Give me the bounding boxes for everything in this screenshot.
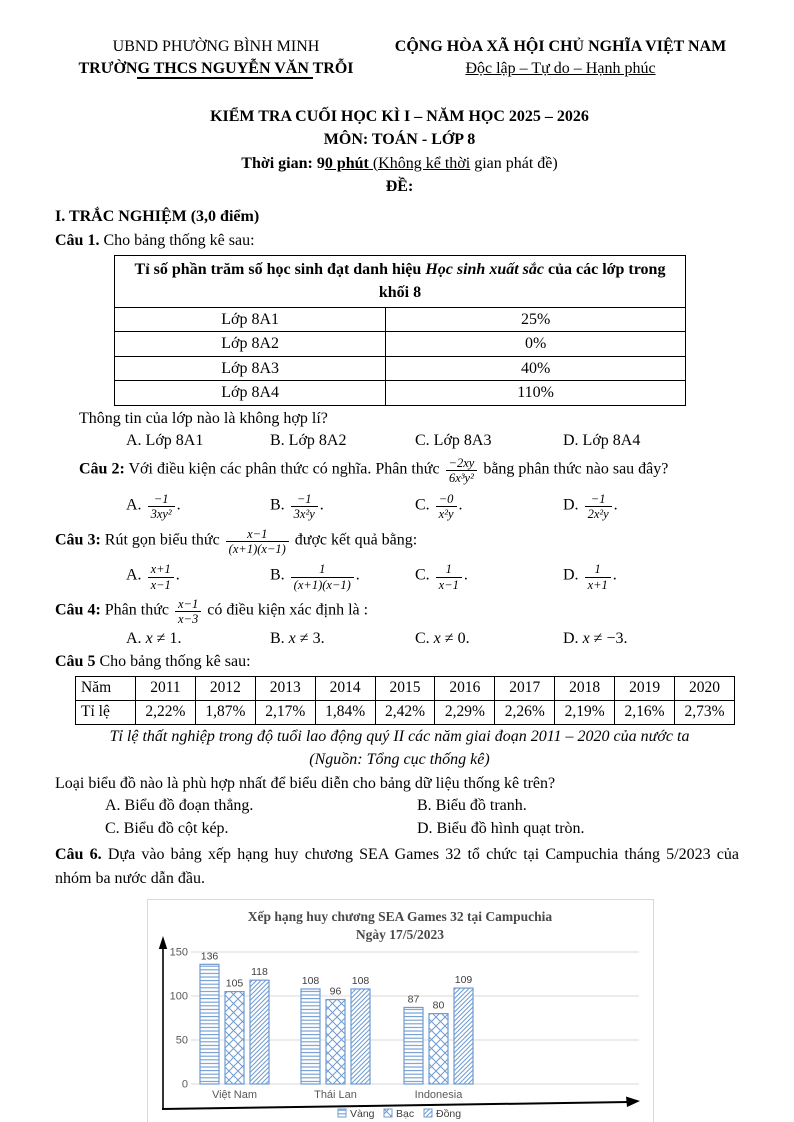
year-cell: 2012: [195, 677, 255, 701]
question-5-options-row2: [55, 818, 744, 840]
option-d: [563, 560, 744, 592]
question-5-prompt: Loại biểu đồ nào là phù hợp nhất để biểu diễn cho bảng dữ liệu thống kê trên?: [55, 774, 556, 792]
option-condition: ≠ 0.: [440, 629, 470, 647]
year-cell: 2019: [615, 677, 675, 701]
fraction: [436, 562, 462, 592]
fraction-denominator: 2x²y: [587, 507, 609, 522]
question-4-text-after: có điều kiện xác định là :: [203, 601, 369, 619]
question-5-intro: Cho bảng thống kê sau:: [95, 653, 251, 671]
header-left-column: [55, 36, 377, 79]
exam-subject: MÔN: TOÁN - LỚP 8: [323, 131, 476, 149]
fraction-numerator: x−1: [175, 597, 201, 612]
question-1: [55, 230, 744, 252]
question-2-label: Câu 2:: [79, 460, 125, 478]
option-a: A. Lớp 8A1: [126, 432, 204, 450]
fraction: [585, 562, 611, 592]
issuer-name: UBND PHƯỜNG BÌNH MINH: [112, 38, 320, 55]
option-b: [270, 560, 415, 592]
rate-cell: 2,17%: [255, 701, 315, 725]
svg-text:Ngày 17/5/2023: Ngày 17/5/2023: [355, 927, 445, 943]
option-tail: .: [613, 496, 618, 514]
question-2: [55, 454, 744, 486]
question-5-table: [75, 676, 735, 725]
option-letter: A.: [126, 629, 146, 647]
fraction: [291, 562, 354, 592]
question-4-text: Phân thức: [100, 601, 173, 619]
fraction-numerator: −0: [436, 492, 457, 507]
fraction-numerator: −1: [585, 492, 612, 507]
option-b: [270, 490, 415, 522]
fraction-numerator: 1: [585, 562, 611, 577]
fraction: [175, 597, 201, 627]
option-tail: .: [612, 566, 617, 584]
national-motto: Độc lập – Tự do – Hạnh phúc: [465, 59, 656, 77]
question-4-label: Câu 4:: [55, 601, 101, 619]
option-c: C. Lớp 8A3: [415, 432, 492, 450]
percent-cell: 40%: [386, 356, 686, 381]
section-1-heading: I. TRẮC NGHIỆM (3,0 điểm): [55, 207, 260, 225]
year-cell: 2011: [136, 677, 196, 701]
rate-cell: 2,73%: [675, 701, 735, 725]
rate-cell: 1,84%: [315, 701, 375, 725]
svg-text:Xếp hạng huy chương SEA Games: Xếp hạng huy chương SEA Games 32 tại Campuchia: [247, 909, 553, 925]
svg-text:Đồng: Đồng: [436, 1108, 462, 1121]
question-4-options: [55, 628, 744, 650]
question-3-text: Rút gọn biểu thức: [100, 531, 224, 549]
year-header-cell: Năm: [76, 677, 136, 701]
table-row: [115, 381, 686, 406]
year-cell: 2016: [435, 677, 495, 701]
fraction: [446, 456, 478, 486]
percent-cell: 0%: [386, 332, 686, 357]
class-cell: Lớp 8A1: [115, 307, 386, 332]
svg-text:150: 150: [169, 946, 188, 959]
option-tail: .: [458, 496, 463, 514]
rate-cell: 2,16%: [615, 701, 675, 725]
question-3-text-after: được kết quả bằng:: [290, 531, 418, 549]
year-cell: 2020: [675, 677, 735, 701]
medal-chart-svg: [148, 900, 653, 1122]
question-3-label: Câu 3:: [55, 531, 101, 549]
exam-duration: [55, 152, 744, 175]
question-3-options: [55, 560, 744, 592]
fraction-numerator: −2xy: [446, 456, 478, 471]
table-row: [115, 256, 686, 307]
table-title-italic: Học sinh xuất sắc: [425, 261, 544, 279]
svg-text:100: 100: [169, 990, 188, 1003]
fraction: [291, 492, 318, 522]
duration-prefix: Thời gian: 9: [241, 154, 325, 172]
svg-text:118: 118: [251, 966, 268, 979]
question-2-options: [55, 490, 744, 522]
option-letter: A.: [126, 496, 142, 514]
fraction-denominator: 3xy²: [150, 507, 172, 522]
percent-cell: 110%: [386, 381, 686, 406]
svg-text:80: 80: [432, 999, 445, 1012]
option-a: [126, 490, 270, 522]
fraction-denominator: x−3: [178, 612, 199, 627]
question-2-text-after: bằng phân thức nào sau đây?: [479, 460, 669, 478]
school-name-prefix: TRƯỜN: [78, 59, 138, 77]
fraction-denominator: 6x³y²: [449, 471, 474, 486]
option-letter: D.: [563, 629, 583, 647]
svg-text:87: 87: [407, 993, 420, 1006]
option-variable: x: [433, 629, 441, 647]
class-cell: Lớp 8A2: [115, 332, 386, 357]
option-a: [126, 560, 270, 592]
option-letter: A.: [126, 566, 142, 584]
question-6: [55, 843, 739, 891]
rate-cell: 2,22%: [136, 701, 196, 725]
option-d: D. Biểu đồ hình quạt tròn.: [417, 819, 585, 837]
option-tail: .: [463, 566, 468, 584]
option-letter: B.: [270, 566, 285, 584]
header-right-column: [377, 36, 744, 79]
fraction: [226, 527, 289, 557]
svg-text:96: 96: [329, 985, 342, 998]
svg-text:136: 136: [200, 950, 219, 963]
question-5-label: Câu 5: [55, 653, 96, 671]
school-name-suffix: TRỖI: [312, 59, 354, 77]
option-letter: C.: [415, 566, 430, 584]
table-title-prefix: Tỉ số phần trăm số học sinh đạt danh hiệu: [134, 261, 426, 279]
year-cell: 2013: [255, 677, 315, 701]
fraction-denominator: x−1: [150, 577, 171, 592]
svg-text:Indonesia: Indonesia: [414, 1089, 463, 1102]
svg-text:Việt Nam: Việt Nam: [211, 1089, 258, 1102]
option-d: D. Lớp 8A4: [563, 432, 641, 450]
option-tail: .: [355, 566, 360, 584]
option-letter: C.: [415, 496, 430, 514]
fraction-denominator: (x+1)(x−1): [228, 541, 286, 556]
option-tail: .: [176, 496, 181, 514]
fraction-denominator: (x+1)(x−1): [293, 577, 351, 592]
rate-header-cell: Tỉ lệ: [76, 701, 136, 725]
rate-cell: 2,42%: [375, 701, 435, 725]
year-cell: 2014: [315, 677, 375, 701]
option-letter: B.: [270, 496, 285, 514]
fraction-numerator: 1: [436, 562, 462, 577]
table-row: [76, 677, 735, 701]
question-2-text: Với điều kiện các phân thức có nghĩa. Phân thức: [124, 460, 444, 478]
svg-text:108: 108: [351, 975, 370, 988]
option-letter: D.: [563, 566, 579, 584]
duration-note-underlined: (Không kể thời: [368, 154, 471, 172]
option-variable: x: [288, 629, 296, 647]
question-1-table: [114, 255, 686, 406]
table-row: [76, 701, 735, 725]
option-condition: ≠ 3.: [295, 629, 325, 647]
fraction-numerator: −1: [148, 492, 175, 507]
rate-cell: 2,29%: [435, 701, 495, 725]
fraction-numerator: x+1: [148, 562, 174, 577]
table-caption-line2: (Nguồn: Tổng cục thống kê): [309, 750, 490, 768]
question-5-options-row1: [55, 795, 744, 817]
class-cell: Lớp 8A4: [115, 381, 386, 406]
option-letter: C.: [415, 629, 434, 647]
option-tail: .: [319, 496, 324, 514]
option-c: C. Biểu đồ cột kép.: [105, 819, 229, 837]
medal-chart: [147, 899, 654, 1122]
exam-title-block: [55, 105, 744, 198]
year-cell: 2018: [555, 677, 615, 701]
fraction: [148, 562, 174, 592]
svg-text:Thái Lan: Thái Lan: [314, 1089, 357, 1102]
fraction-numerator: 1: [291, 562, 354, 577]
option-c: [415, 628, 563, 650]
svg-text:108: 108: [301, 975, 320, 988]
option-letter: D.: [563, 496, 579, 514]
table-row: [115, 356, 686, 381]
fraction-denominator: x²y: [438, 507, 454, 522]
question-1-label: Câu 1.: [55, 231, 100, 249]
option-b: B. Lớp 8A2: [270, 432, 347, 450]
question-1-options: [55, 430, 744, 452]
table-title-suffix: của các lớp trong khối 8: [378, 261, 666, 302]
rate-cell: 2,19%: [555, 701, 615, 725]
option-letter: B.: [270, 629, 289, 647]
exam-title: KIỂM TRA CUỐI HỌC KÌ I – NĂM HỌC 2025 – 2026: [210, 108, 589, 126]
svg-text:50: 50: [175, 1034, 188, 1047]
fraction-numerator: −1: [291, 492, 318, 507]
option-a: [126, 628, 270, 650]
fraction-numerator: x−1: [226, 527, 289, 542]
de-label: ĐỀ:: [385, 177, 414, 195]
question-6-label: Câu 6.: [55, 846, 102, 864]
rate-cell: 1,87%: [195, 701, 255, 725]
school-name-underlined: G THCS NGUYỄN VĂN: [137, 59, 313, 77]
table-row: [115, 332, 686, 357]
option-variable: x: [145, 629, 153, 647]
option-condition: ≠ 1.: [152, 629, 182, 647]
question-1-prompt: Thông tin của lớp nào là không hợp lí?: [79, 409, 328, 427]
school-name: [55, 58, 377, 80]
fraction: [585, 492, 612, 522]
fraction-denominator: x+1: [587, 577, 608, 592]
option-c: [415, 560, 563, 592]
question-4: [55, 595, 744, 627]
fraction: [436, 492, 457, 522]
svg-text:0: 0: [181, 1078, 188, 1091]
question-6-text: Dựa vào bảng xếp hạng huy chương SEA Games 32 tổ chức tại Campuchia tháng 5/2023 của nhóm ba nước dẫn đầu.: [55, 846, 740, 888]
question-5: [55, 651, 744, 673]
class-cell: Lớp 8A3: [115, 356, 386, 381]
rate-cell: 2,26%: [495, 701, 555, 725]
question-1-intro: Cho bảng thống kê sau:: [99, 231, 255, 249]
option-tail: .: [175, 566, 180, 584]
duration-minutes: 0 phút: [324, 154, 369, 172]
svg-text:Vàng: Vàng: [350, 1108, 375, 1121]
question-3: [55, 525, 744, 557]
svg-text:109: 109: [454, 974, 473, 987]
question-1-table-title: [115, 256, 686, 307]
option-a: A. Biểu đồ đoạn thẳng.: [105, 797, 254, 815]
option-d: [563, 490, 744, 522]
svg-text:105: 105: [225, 977, 244, 990]
fraction-denominator: 3x²y: [293, 507, 315, 522]
fraction: [148, 492, 175, 522]
option-b: [270, 628, 415, 650]
option-variable: x: [582, 629, 590, 647]
fraction-denominator: x−1: [438, 577, 459, 592]
table-row: [115, 307, 686, 332]
percent-cell: 25%: [386, 307, 686, 332]
option-d: [563, 628, 744, 650]
svg-text:Bạc: Bạc: [396, 1108, 415, 1121]
table-caption-line1: Tỉ lệ thất nghiệp trong độ tuổi lao động quý II các năm giai đoạn 2011 – 2020 của nước ta: [109, 728, 690, 745]
national-title: CỘNG HÒA XÃ HỘI CHỦ NGHĨA VIỆT NAM: [394, 38, 727, 55]
option-b: B. Biểu đồ tranh.: [417, 797, 527, 815]
duration-note-rest: gian phát đề): [470, 154, 558, 172]
option-condition: ≠ −3.: [589, 629, 628, 647]
year-cell: 2015: [375, 677, 435, 701]
option-c: [415, 490, 563, 522]
year-cell: 2017: [495, 677, 555, 701]
document-header: [55, 36, 744, 79]
